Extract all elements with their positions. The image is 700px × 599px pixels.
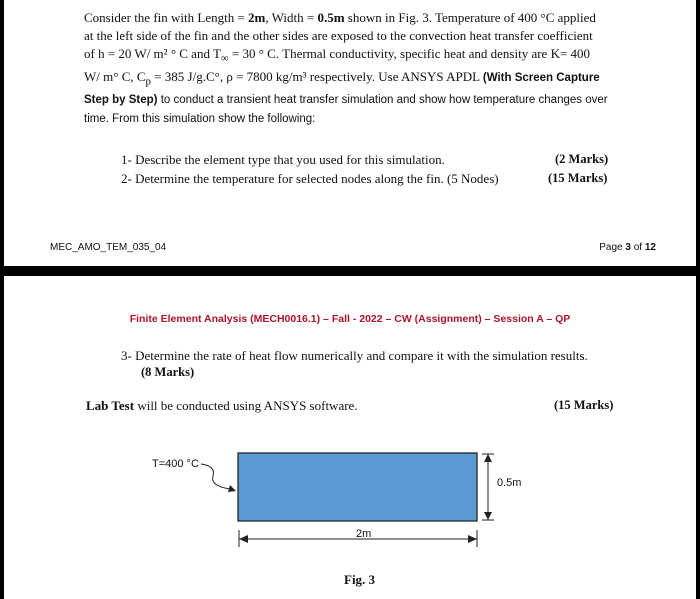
para-line: W/ m° C, $C_p = 385$ J/g.C°, ρ = 7800 kg/m³ respectively. Use ANSYS APDL (With Screen Capture [84,68,600,88]
question-2: 2- Determine the temperature for selected nodes along the fin. (5 Nodes) [121,171,499,186]
lab-test-bold: Lab Test [86,398,135,413]
question-2-marks: (15 Marks) [548,171,608,185]
question-1-marks: (2 Marks) [555,152,609,166]
length-label: 2m [356,528,372,540]
problem-paragraph [84,9,620,128]
width-label: 0.5m [497,477,522,489]
para-line: Consider the fin with Length = 2m, Width = 0.5m shown in Fig. 3. Temperature of 400 °C applied [84,10,596,25]
question-3-marks: (8 Marks) [141,365,195,379]
temperature-arrowhead [228,485,236,492]
page-number: Page 3 of 12 [599,242,656,253]
temperature-label: T=400 °C [152,458,199,470]
para-line: Step by Step) to conduct a transient heat transfer simulation and show how temperature changes over [84,94,608,107]
course-header: Finite Element Analysis (MECH0016.1) – Fall - 2022 – CW (Assignment) – Session A – QP [129,313,571,325]
para-line: time. From this simulation show the following: [84,113,316,126]
fin-figure [4,276,696,599]
lab-test-text: will be conducted using ANSYS software. [134,398,358,413]
lab-test-marks: (15 Marks) [554,398,614,412]
para-line: at the left side of the fin and the other sides are exposed to the convection heat transfer coefficient [84,28,593,43]
fin-rectangle [238,453,477,521]
page-4 [4,276,696,599]
figure-caption: Fig. 3 [344,572,376,587]
document-code: MEC_AMO_TEM_035_04 [50,242,167,253]
question-3: 3- Determine the rate of heat flow numerically and compare it with the simulation results. [121,348,588,363]
question-1: 1- Describe the element type that you used for this simulation. [121,152,445,167]
para-line: of h = 20 W/ m² ° C and $T_\infty = 30$ ° C. Thermal conductivity, specific heat and density are K= 400 [84,46,591,65]
temperature-arrow [201,464,230,489]
page-3 [4,0,696,266]
